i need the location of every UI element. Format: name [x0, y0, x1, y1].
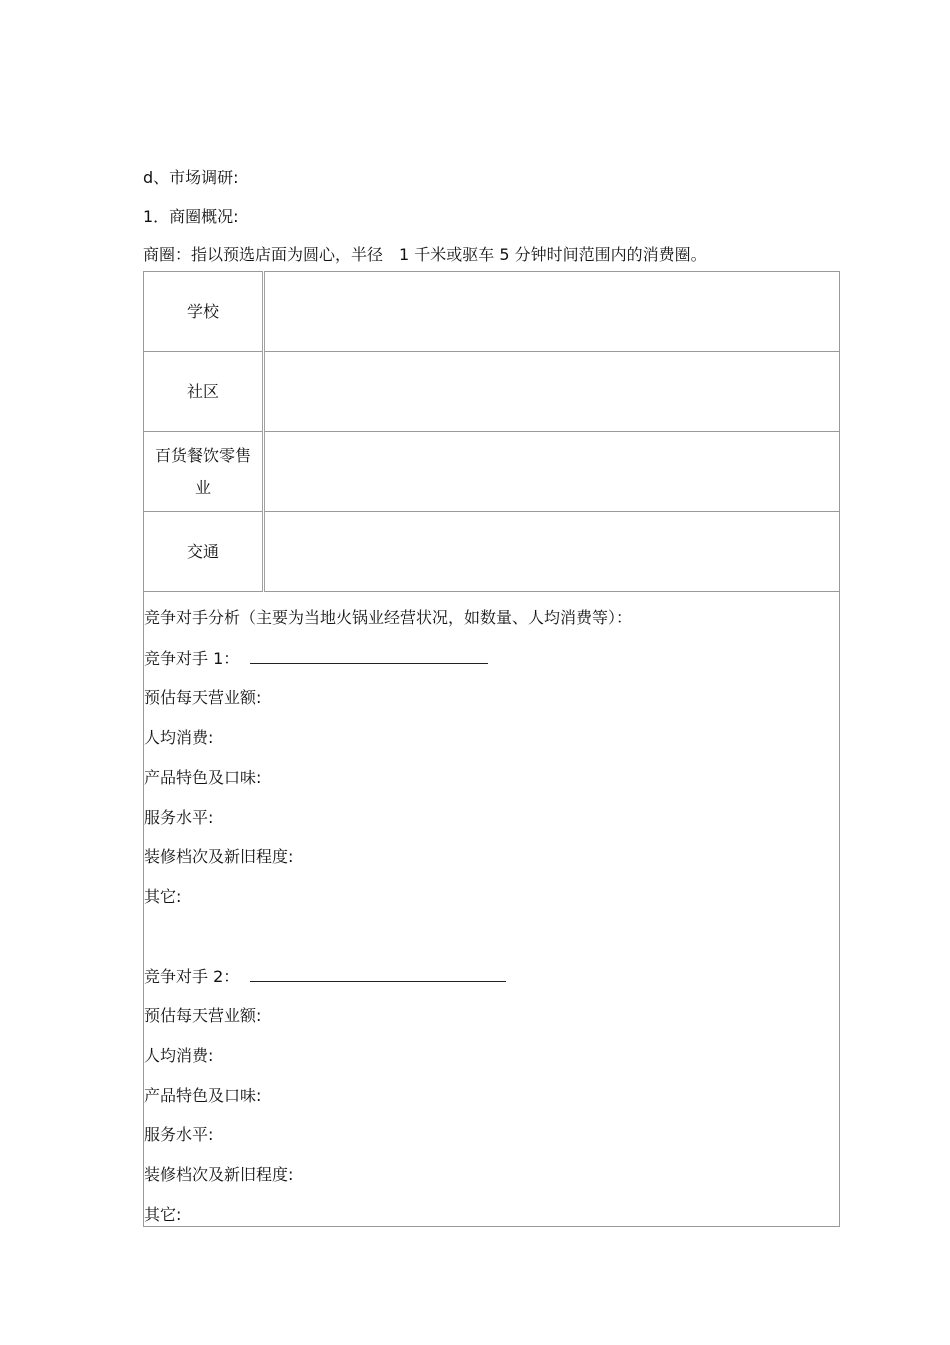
- table-row: [144, 432, 840, 512]
- competitor-2-field: 人均消费:: [144, 1046, 214, 1065]
- competitor-1-field: 人均消费:: [144, 728, 214, 747]
- competitor-2-row: [144, 967, 506, 987]
- table-row: [144, 352, 840, 432]
- row-value-retail[interactable]: [264, 432, 840, 512]
- competitor-1-row: [144, 649, 488, 669]
- competitor-2-field: 产品特色及口味:: [144, 1086, 262, 1105]
- row-label-retail: 百货餐饮零售业: [144, 432, 264, 512]
- competitor-1-field: 产品特色及口味:: [144, 768, 262, 787]
- trade-area-definition: 商圈：指以预选店面为圆心，半径 1 千米或驱车 5 分钟时间范围内的消费圈。: [143, 245, 707, 264]
- competitor-analysis-cell: [144, 592, 840, 1227]
- competitor-1-field: 装修档次及新旧程度:: [144, 847, 294, 866]
- competitor-analysis-title: 竞争对手分析（主要为当地火锅业经营状况，如数量、人均消费等）：: [144, 608, 633, 627]
- competitor-1-field: 预估每天营业额:: [144, 688, 262, 707]
- competitor-2-field: 服务水平:: [144, 1125, 214, 1144]
- competitor-1-label: 竞争对手 1：: [144, 649, 240, 668]
- competitor-2-name-line[interactable]: [250, 967, 506, 982]
- row-value-school[interactable]: [264, 272, 840, 352]
- trade-area-table: [143, 271, 840, 1227]
- row-value-community[interactable]: [264, 352, 840, 432]
- competitor-1-field: 其它:: [144, 887, 182, 906]
- row-label-community: 社区: [144, 352, 264, 432]
- table-row-competitors: [144, 592, 840, 1227]
- row-value-transport[interactable]: [264, 512, 840, 592]
- row-label-school: 学校: [144, 272, 264, 352]
- competitor-2-field: 预估每天营业额:: [144, 1006, 262, 1025]
- row-label-transport: 交通: [144, 512, 264, 592]
- table-row: [144, 512, 840, 592]
- competitor-2-field: 其它:: [144, 1205, 182, 1224]
- table-row: [144, 272, 840, 352]
- competitor-2-field: 装修档次及新旧程度:: [144, 1165, 294, 1184]
- section-heading: d、市场调研:: [143, 168, 239, 187]
- competitor-1-name-line[interactable]: [250, 649, 488, 664]
- subsection-heading: 1．商圈概况:: [143, 207, 239, 226]
- competitor-1-field: 服务水平:: [144, 808, 214, 827]
- competitor-2-label: 竞争对手 2：: [144, 967, 240, 986]
